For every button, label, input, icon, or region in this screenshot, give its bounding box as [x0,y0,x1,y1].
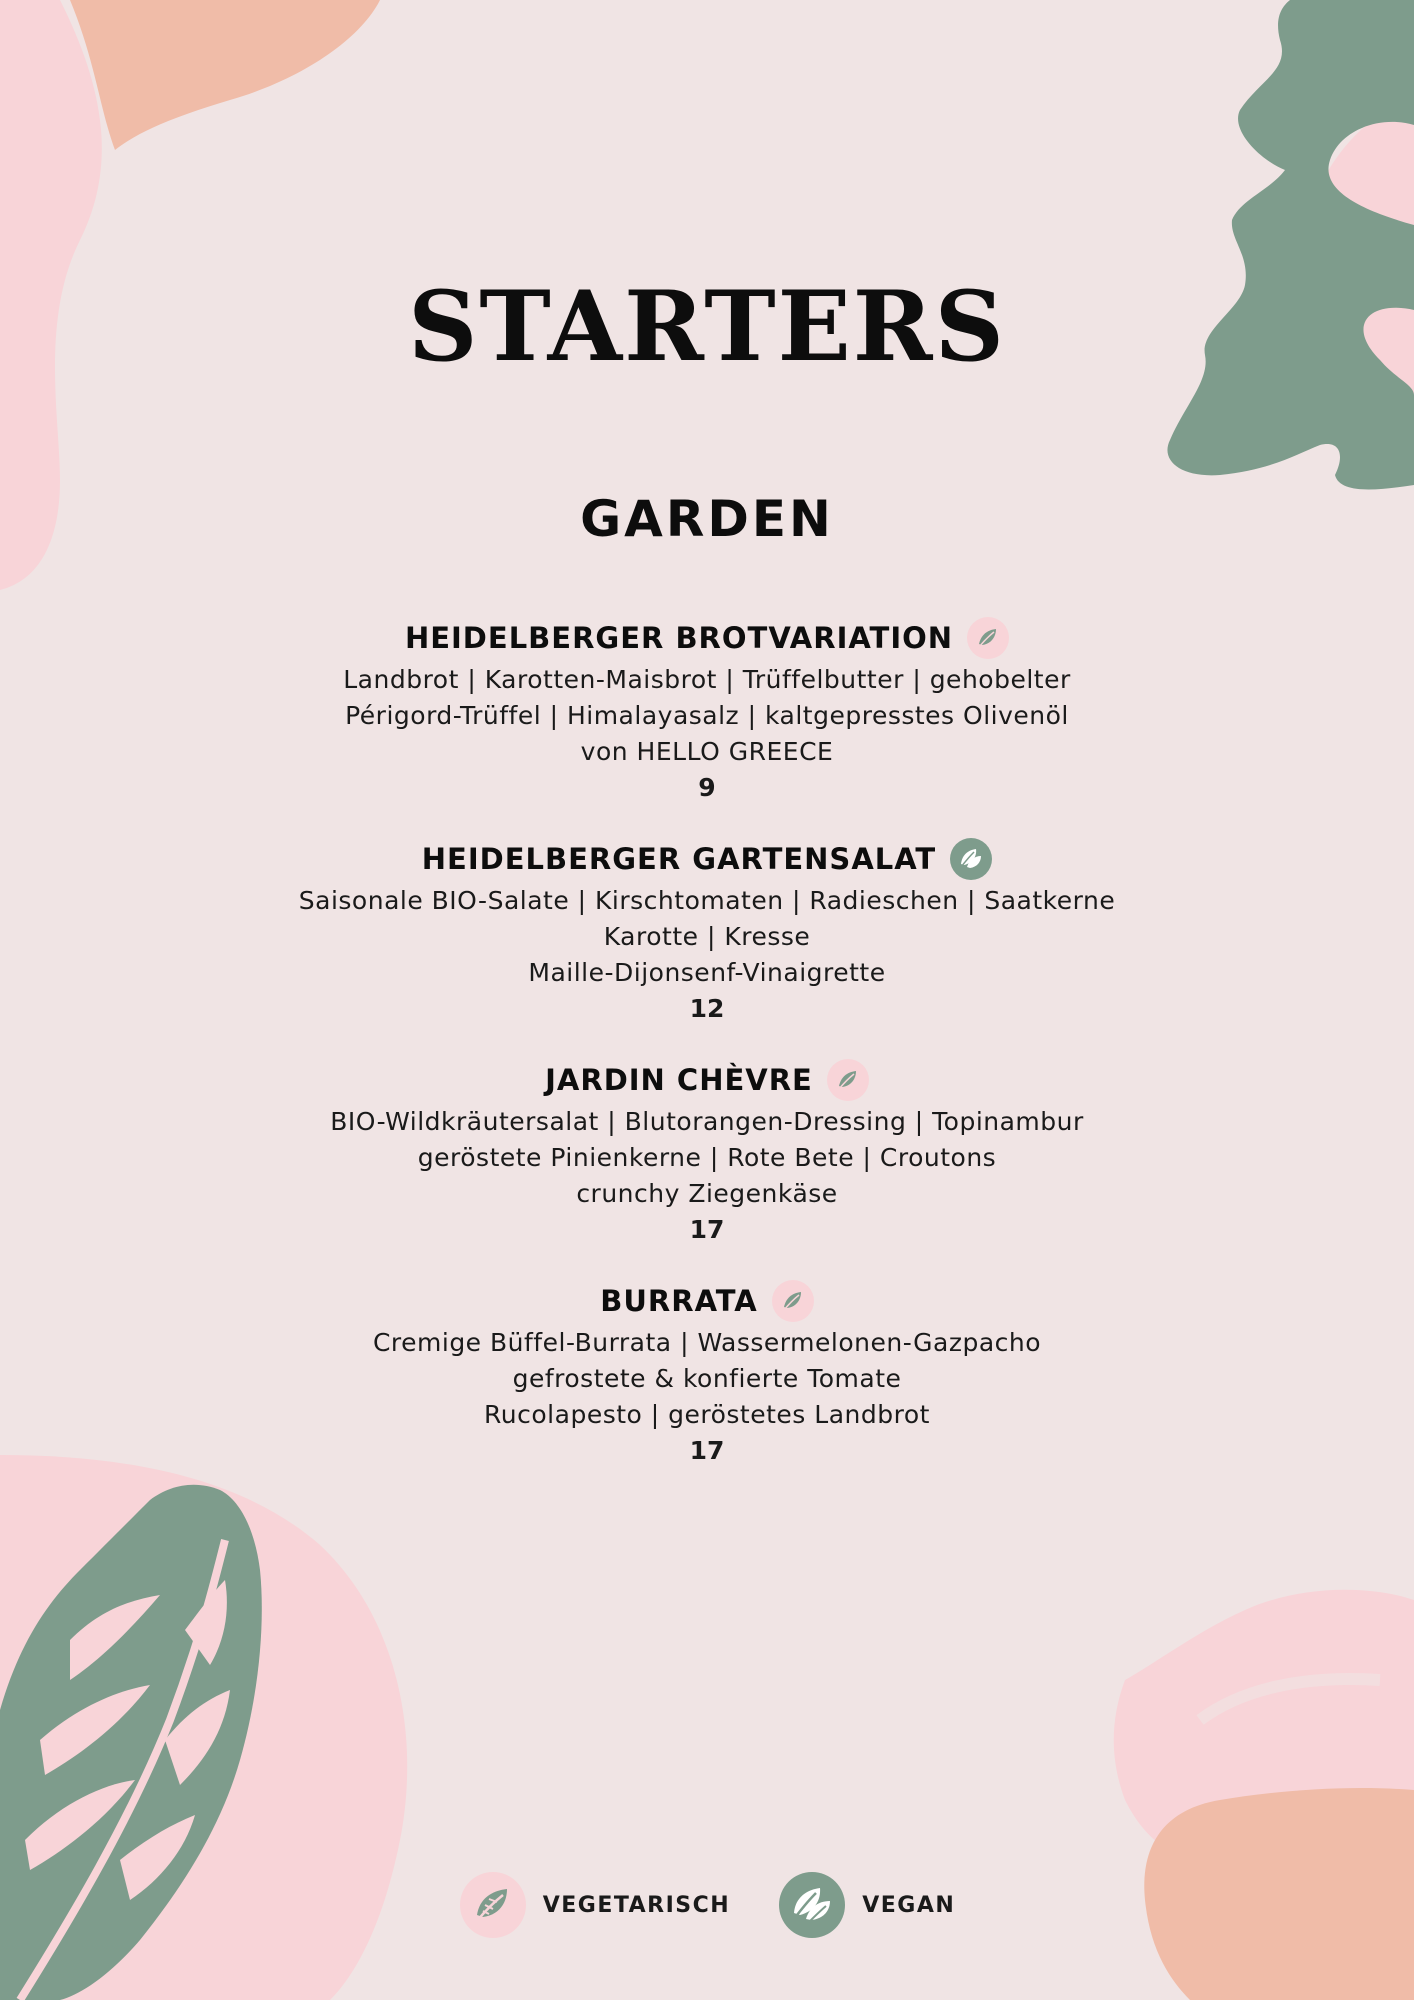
menu-item-header [200,1056,1214,1104]
vegetarian-leaf-icon [459,1871,527,1939]
menu-item-description-line: gefrostete & konfierte Tomate [512,1364,902,1393]
menu-item-header [200,1277,1214,1325]
vegetarian-icon [772,1280,814,1322]
page-title: STARTERS [408,270,1006,383]
legend-vegan [778,1871,955,1939]
section-title: GARDEN [580,490,834,548]
vegetarian-icon [967,617,1009,659]
legend-vegan-label: VEGAN [862,1892,956,1918]
menu-item-description-line: BIO-Wildkräutersalat | Blutorangen-Dressing | Topinambur [330,1107,1084,1136]
menu-item-description-line: Landbrot | Karotten-Maisbrot | Trüffelbutter | gehobelter [343,665,1071,694]
menu-item-name: BURRATA [600,1284,758,1318]
vegan-icon [950,838,992,880]
legend-vegetarian [459,1871,731,1939]
menu-item [200,1277,1214,1469]
menu-item-description-line: Périgord-Trüffel | Himalayasalz | kaltgepresstes Olivenöl [345,701,1069,730]
menu-item-price: 12 [689,994,725,1023]
menu-item-name: JARDIN CHÈVRE [545,1063,813,1097]
menu-item-header [200,614,1214,662]
legend-vegetarian-label: VEGETARISCH [542,1892,731,1918]
menu-item-name: HEIDELBERGER GARTENSALAT [421,842,937,876]
menu-item-description-line: crunchy Ziegenkäse [576,1179,838,1208]
menu-item-price: 17 [689,1436,725,1465]
vegetarian-icon [827,1059,869,1101]
menu-item-description-line: Maille-Dijonsenf-Vinaigrette [528,958,886,987]
menu-item-description-line: von HELLO GREECE [580,737,834,766]
menu-item-price: 17 [689,1215,725,1244]
menu-item-header [200,835,1214,883]
legend [0,1870,1414,1940]
menu-item-description-line: Saisonale BIO-Salate | Kirschtomaten | Radieschen | Saatkerne [298,886,1116,915]
menu-item [200,835,1214,1027]
menu-item-description-line: Cremige Büffel-Burrata | Wassermelonen-Gazpacho [372,1328,1042,1357]
menu-item-description-line: geröstete Pinienkerne | Rote Bete | Croutons [417,1143,997,1172]
menu-item [200,614,1214,806]
vegan-leaf-icon [778,1871,846,1939]
menu-item-description-line: Rucolapesto | geröstetes Landbrot [484,1400,930,1429]
menu-item-description-line: Karotte | Kresse [603,922,811,951]
menu-item [200,1056,1214,1248]
menu-item-price: 9 [698,773,716,802]
menu-item-name: HEIDELBERGER BROTVARIATION [404,621,954,655]
